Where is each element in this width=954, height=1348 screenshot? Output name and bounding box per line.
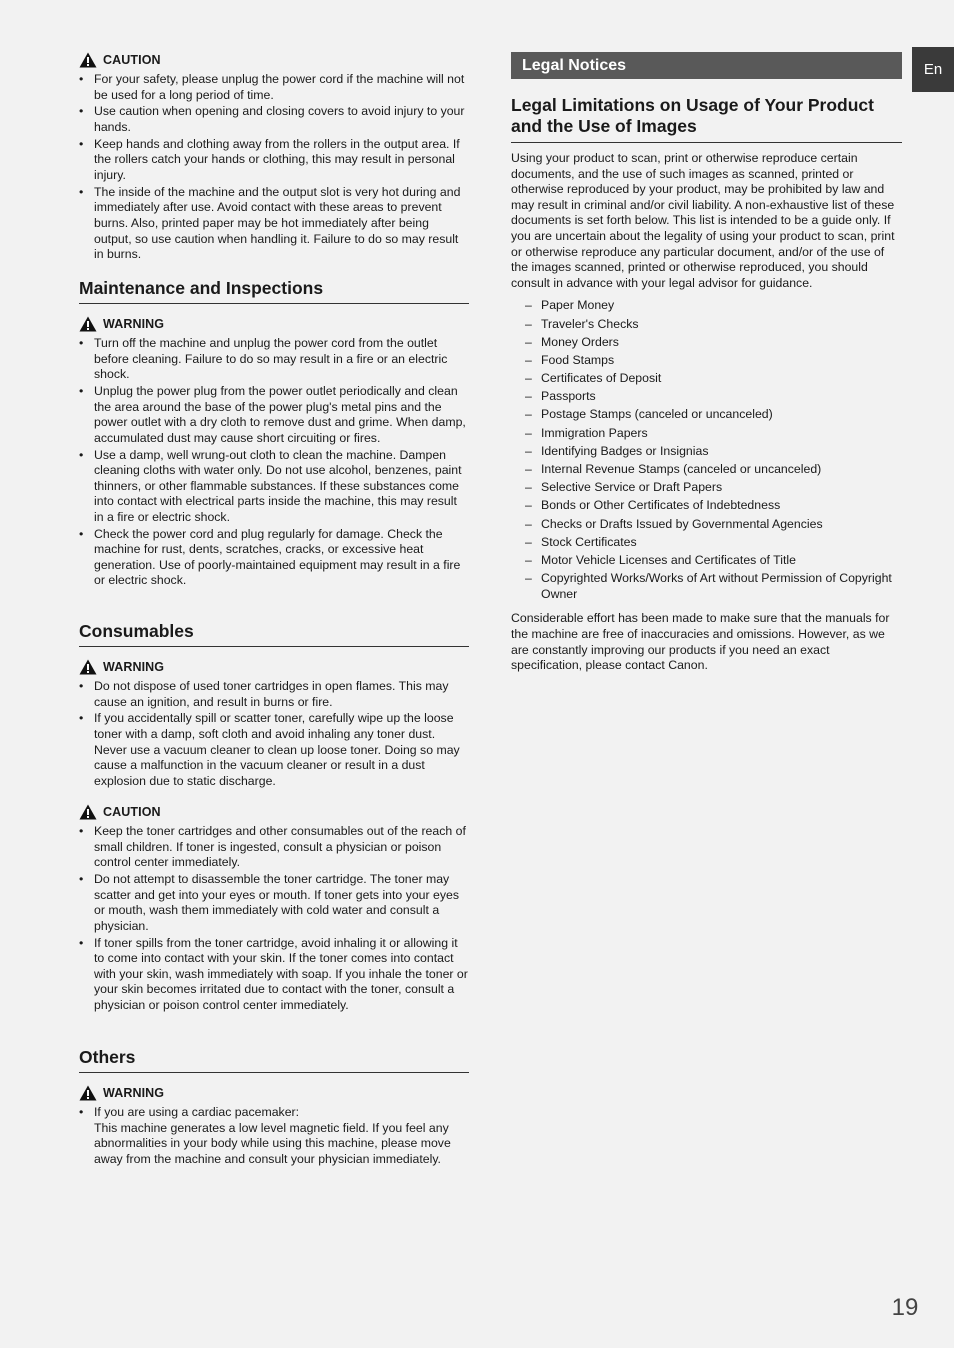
list-item: – Food Stamps [511, 353, 902, 369]
list-item: • For your safety, please unplug the power cord if the machine will not be used for a long period of time. [79, 72, 469, 103]
list-item: – Copyrighted Works/Works of Art without Permission of Copyright Owner [511, 571, 902, 602]
warning-list [79, 336, 469, 589]
warning-triangle-icon [79, 804, 97, 820]
warning-triangle-icon [79, 659, 97, 675]
list-item: – Identifying Badges or Insignias [511, 444, 902, 460]
warning-triangle-icon [79, 1085, 97, 1101]
warning-heading [79, 1085, 469, 1101]
warning-label: WARNING [103, 317, 165, 331]
caution-heading [79, 52, 469, 68]
list-item: – Traveler's Checks [511, 317, 902, 333]
warning-heading [79, 316, 469, 332]
warning-triangle-icon [79, 316, 97, 332]
list-item: – Internal Revenue Stamps (canceled or uncanceled) [511, 462, 902, 478]
warning-label: WARNING [103, 1086, 165, 1100]
closing-paragraph: Considerable effort has been made to make sure that the manuals for the machine are free of inaccuracies and omissions. However, as we are constantly improving our products if you need an exact specification, please contact Canon. [511, 611, 890, 673]
list-item: – Paper Money [511, 298, 902, 314]
list-item: • Check the power cord and plug regularly for damage. Check the machine for rust, dents, scratches, cracks, or excessive heat generation. Use of poorly-maintained equipment may result in a fire or electric shock. [79, 527, 469, 589]
list-item: – Passports [511, 389, 902, 405]
list-item: – Postage Stamps (canceled or uncanceled) [511, 407, 902, 423]
legal-intro-paragraph: Using your product to scan, print or otherwise reproduce certain documents, and the use of such images as scanned, printed or otherwise reproduced by your product, may be prohibited by law and may result in criminal and/or civil liability. A non-exhaustive list of these documents is set forth below. This list is intended to be a guide only. If you are uncertain about the legality of using your product to scan, print or otherwise reproduce any particular document, and/or of the use of the images scanned, printed or otherwise reproduced, you should consult in advance with your legal advisor for guidance. [511, 151, 895, 290]
caution-block-consumables [79, 804, 469, 1015]
list-item: – Selective Service or Draft Papers [511, 480, 902, 496]
list-item: • If toner spills from the toner cartridge, avoid inhaling it or allowing it to come into contact with your skin. If the toner comes into contact with your skin, wash immediately with soap. If you inhale the toner or your skin becomes irritated due to contact with the toner, consult a physician or poison control center immediately. [79, 936, 469, 1014]
list-item: • Use caution when opening and closing covers to avoid injury to your hands. [79, 104, 469, 135]
caution-list [79, 824, 469, 1014]
caution-list [79, 72, 469, 263]
list-item: • Do not attempt to disassemble the toner cartridge. The toner may scatter and get into your eyes or mouth. If toner gets into your eyes or mouth, wash them immediately with cold water and consult a physician. [79, 872, 469, 934]
caution-label: CAUTION [103, 805, 161, 819]
legal-limitations-section [511, 95, 902, 674]
list-item [79, 1105, 469, 1167]
language-tab-label: En [923, 61, 943, 78]
warning-list [79, 679, 469, 789]
list-item: – Money Orders [511, 335, 902, 351]
language-tab[interactable] [912, 47, 954, 92]
list-item: • Turn off the machine and unplug the power cord from the outlet before cleaning. Failure to do so may result in a fire or an electric shock. [79, 336, 469, 383]
list-item: – Motor Vehicle Licenses and Certificates of Title [511, 553, 902, 569]
list-item: – Bonds or Other Certificates of Indebtedness [511, 498, 902, 514]
list-item: • Keep the toner cartridges and other consumables out of the reach of small children. If toner is ingested, consult a physician or poison control center immediately. [79, 824, 469, 871]
prohibited-documents-list [511, 298, 902, 602]
list-item: – Checks or Drafts Issued by Governmental Agencies [511, 517, 902, 533]
list-item: • Keep hands and clothing away from the rollers in the output area. If the rollers catch your hands or clothing, this may result in personal injury. [79, 137, 469, 184]
section-consumables [79, 620, 469, 791]
list-item: – Certificates of Deposit [511, 371, 902, 387]
legal-notices-bar [511, 52, 902, 79]
list-item-detail: This machine generates a low level magnetic field. If you feel any abnormalities in your body while using this machine, please move away from the machine and consult your physician immediately. [94, 1120, 451, 1166]
list-item: • Unplug the power plug from the power outlet periodically and clean the area around the base of the power plug's metal pins and the power outlet with a dry cloth to remove dust and grime. When damp, accumulated dust may cause short circuiting or fires. [79, 384, 469, 446]
section-others [79, 1046, 469, 1169]
page-number: 19 [891, 1294, 919, 1321]
list-item: – Immigration Papers [511, 426, 902, 442]
warning-triangle-icon [79, 52, 97, 68]
list-item: • If you accidentally spill or scatter toner, carefully wipe up the loose toner with a damp, soft cloth and avoid inhaling any toner dust. Never use a vacuum cleaner to clean up loose toner. Doing so may cause a malfunction in the vacuum cleaner or result in a dust explosion due to static discharge. [79, 711, 469, 789]
section-title: Others [79, 1046, 469, 1073]
caution-heading [79, 804, 469, 820]
warning-heading [79, 659, 469, 675]
caution-block-general [79, 52, 469, 264]
warning-label: WARNING [103, 660, 165, 674]
list-item: • Use a damp, well wrung-out cloth to clean the machine. Dampen cleaning cloths with water only. Do not use alcohol, benzenes, paint thinners, or other flammable substances. If these substances come into contact with electrical parts inside the machine, this may result in a fire or electric shock. [79, 448, 469, 526]
section-title: Consumables [79, 620, 469, 647]
list-item: • Do not dispose of used toner cartridges in open flames. This may cause an ignition, and result in burns or fire. [79, 679, 469, 710]
caution-label: CAUTION [103, 53, 161, 67]
list-item-lead: If you are using a cardiac pacemaker: [94, 1105, 300, 1119]
legal-notices-title: Legal Notices [522, 56, 627, 74]
legal-limitations-heading: Legal Limitations on Usage of Your Product and the Use of Images [511, 95, 902, 143]
list-item: – Stock Certificates [511, 535, 902, 551]
list-item: • The inside of the machine and the output slot is very hot during and immediately after use. Avoid contact with these areas to prevent burns. Also, printed paper may be hot immediately after being output, so use caution when handling it. Failure to do so may result in burns. [79, 185, 469, 263]
section-title: Maintenance and Inspections [79, 277, 469, 304]
warning-list [79, 1105, 469, 1167]
section-maintenance [79, 277, 469, 590]
